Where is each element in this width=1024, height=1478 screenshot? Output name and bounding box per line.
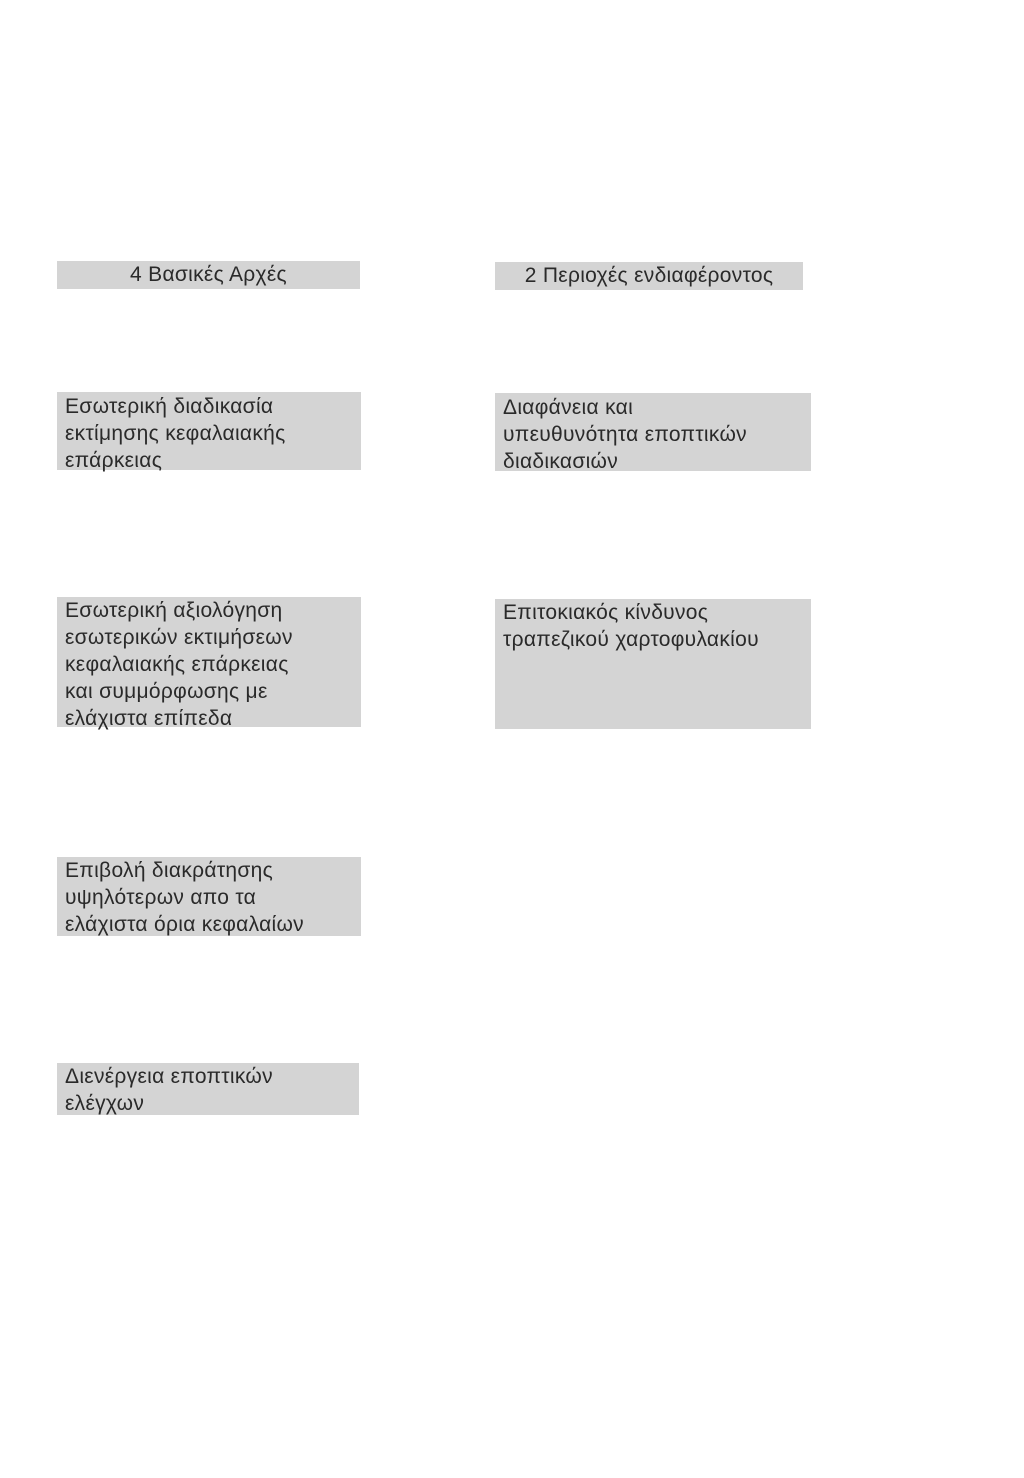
area-box-1 [495, 393, 811, 471]
area-2-line-2: τραπεζικού χαρτοφυλακίου [503, 628, 759, 651]
principle-box-1 [57, 392, 361, 470]
area-box-2 [495, 599, 811, 729]
principle-2-line-4: και συμμόρφωσης με [65, 680, 268, 703]
principle-1-line-3: επάρκειας [65, 449, 163, 472]
principle-4-line-1: Διενέργεια εποπτικών [65, 1065, 273, 1088]
principle-box-2 [57, 597, 361, 730]
area-1-line-2: υπευθυνότητα εποπτικών [503, 423, 747, 446]
principle-box-4 [57, 1063, 359, 1115]
principle-2-line-5: ελάχιστα επίπεδα [65, 707, 233, 730]
principle-1-line-1: Εσωτερική διαδικασία [65, 395, 274, 418]
header-areas-of-interest [495, 262, 803, 290]
principle-3-line-3: ελάχιστα όρια κεφαλαίων [65, 913, 304, 936]
principle-1-line-2: εκτίμησης κεφαλαιακής [65, 422, 286, 445]
area-2-line-1: Επιτοκιακός κίνδυνος [503, 601, 709, 624]
principle-3-line-2: υψηλότερων απο τα [65, 886, 257, 909]
header-areas-of-interest-label: 2 Περιοχές ενδιαφέροντος [524, 264, 774, 287]
header-basic-principles-label: 4 Βασικές Αρχές [130, 263, 287, 286]
principle-2-line-1: Εσωτερική αξιολόγηση [65, 599, 283, 622]
principle-2-line-3: κεφαλαιακής επάρκειας [65, 653, 289, 676]
area-1-line-3: διαδικασιών [503, 450, 619, 473]
header-basic-principles [57, 261, 360, 289]
principle-3-line-1: Επιβολή διακράτησης [65, 859, 274, 882]
principle-2-line-2: εσωτερικών εκτιμήσεων [65, 626, 293, 649]
principle-box-3 [57, 857, 361, 936]
principle-4-line-2: ελέγχων [65, 1092, 145, 1115]
area-1-line-1: Διαφάνεια και [503, 396, 634, 419]
